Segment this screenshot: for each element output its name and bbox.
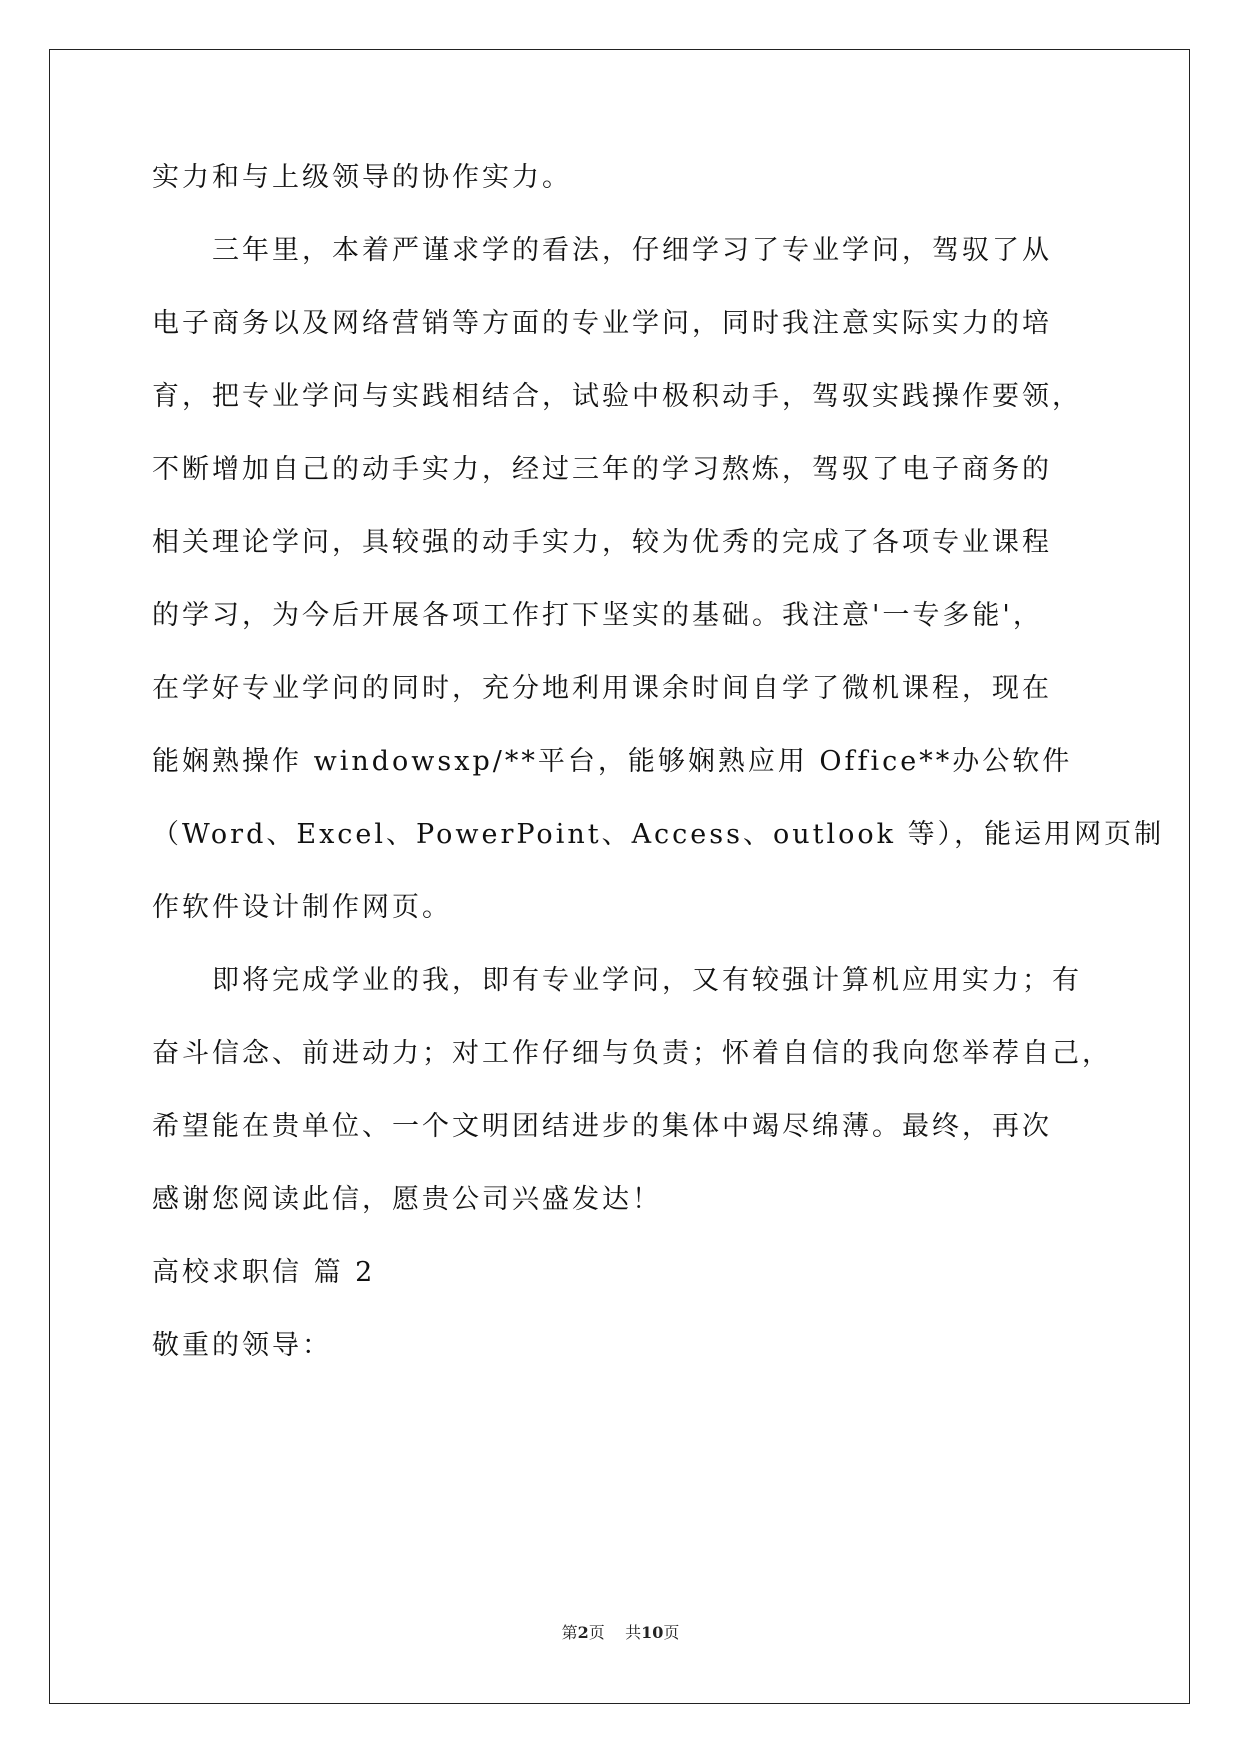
- footer-total-prefix: 共: [625, 1623, 642, 1642]
- section-heading: 高校求职信 篇 2: [152, 1257, 376, 1288]
- paragraph-line: 电子商务以及网络营销等方面的专业学问，同时我注意实际实力的培: [152, 308, 1052, 339]
- paragraph-line: 感谢您阅读此信，愿贵公司兴盛发达！: [152, 1184, 662, 1215]
- paragraph-line: 即将完成学业的我，即有专业学问，又有较强计算机应用实力；有: [152, 965, 1082, 996]
- footer-page-suffix: 页: [588, 1623, 605, 1642]
- total-pages-number: 10: [641, 1623, 664, 1642]
- paragraph-line: 育，把专业学问与实践相结合，试验中极积动手，驾驭实践操作要领，: [152, 381, 1082, 412]
- paragraph-line: 在学好专业学问的同时，充分地利用课余时间自学了微机课程，现在: [152, 673, 1052, 704]
- current-page-number: 2: [577, 1623, 589, 1642]
- page-footer: [0, 1622, 1241, 1644]
- paragraph-line: 的学习，为今后开展各项工作打下坚实的基础。我注意'一专多能'，: [152, 600, 1043, 631]
- paragraph-line: 能娴熟操作 windowsxp/**平台，能够娴熟应用 Office**办公软件: [152, 746, 1073, 777]
- paragraph-line: 希望能在贵单位、一个文明团结进步的集体中竭尽绵薄。最终，再次: [152, 1111, 1052, 1142]
- footer-total-suffix: 页: [663, 1623, 680, 1642]
- paragraph-line: 三年里，本着严谨求学的看法，仔细学习了专业学问，驾驭了从: [152, 235, 1052, 266]
- footer-prefix: 第: [561, 1623, 578, 1642]
- paragraph-line: 实力和与上级领导的协作实力。: [152, 162, 572, 193]
- page-border: [49, 49, 1190, 1704]
- paragraph-line: 作软件设计制作网页。: [152, 892, 452, 923]
- paragraph-line: 相关理论学问，具较强的动手实力，较为优秀的完成了各项专业课程: [152, 527, 1052, 558]
- paragraph-line: 奋斗信念、前进动力；对工作仔细与负责；怀着自信的我向您举荐自己，: [152, 1038, 1112, 1069]
- paragraph-line: 不断增加自己的动手实力，经过三年的学习熬炼，驾驭了电子商务的: [152, 454, 1052, 485]
- paragraph-line: （Word、Excel、PowerPoint、Access、outlook 等），能运用网页制: [152, 819, 1165, 850]
- salutation: 敬重的领导：: [152, 1330, 332, 1361]
